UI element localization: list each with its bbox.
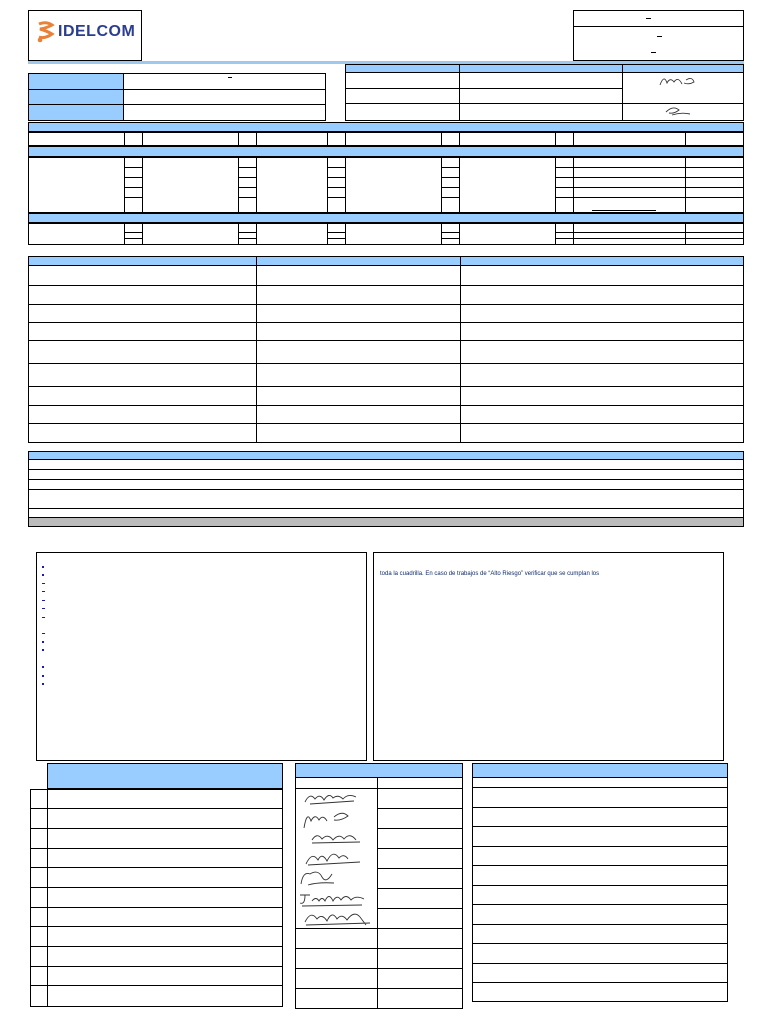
idelcom-logo-icon bbox=[36, 20, 56, 44]
bullet-marker bbox=[42, 566, 44, 568]
general-info bbox=[28, 73, 326, 121]
logo-box bbox=[28, 10, 142, 61]
observations-block bbox=[28, 451, 744, 527]
bullet-dash bbox=[42, 608, 45, 609]
bullet-dash bbox=[42, 600, 45, 601]
signature-2 bbox=[298, 807, 358, 831]
section-band-2 bbox=[28, 146, 744, 157]
bullet-dash bbox=[42, 591, 45, 592]
bullet-marker bbox=[42, 683, 44, 685]
signature-1 bbox=[302, 789, 362, 807]
signature-7 bbox=[300, 907, 376, 929]
tools-header-row bbox=[28, 132, 744, 146]
bullet-marker bbox=[42, 666, 44, 668]
document-code-box bbox=[573, 10, 744, 61]
section-band-3 bbox=[28, 213, 744, 223]
bullet-marker bbox=[42, 641, 44, 643]
instructions-left-box bbox=[36, 552, 367, 761]
checklist-grid-2 bbox=[28, 223, 744, 245]
bullet-marker bbox=[42, 649, 44, 651]
signature-2 bbox=[663, 102, 693, 118]
bullet-dash bbox=[42, 633, 45, 634]
bullet-dash bbox=[42, 617, 45, 618]
instructions-right-box bbox=[373, 552, 724, 761]
bullet-dash bbox=[42, 583, 45, 584]
signature-6 bbox=[296, 887, 368, 909]
signature-1 bbox=[655, 72, 700, 90]
signature-5 bbox=[296, 866, 340, 888]
signature-3 bbox=[308, 829, 363, 847]
risk-table bbox=[28, 256, 744, 443]
right-list bbox=[472, 763, 728, 1002]
section-band-1 bbox=[28, 122, 744, 132]
bullet-marker bbox=[42, 675, 44, 677]
personnel-list bbox=[30, 763, 283, 1007]
brand-name: IDELCOM bbox=[58, 23, 136, 40]
high-risk-note: toda la cuadrilla. En caso de trabajos de “Alto Riesgo” verificar que se cumplan los bbox=[380, 571, 600, 577]
checklist-grid-1 bbox=[28, 157, 744, 213]
bullet-marker bbox=[42, 574, 44, 576]
